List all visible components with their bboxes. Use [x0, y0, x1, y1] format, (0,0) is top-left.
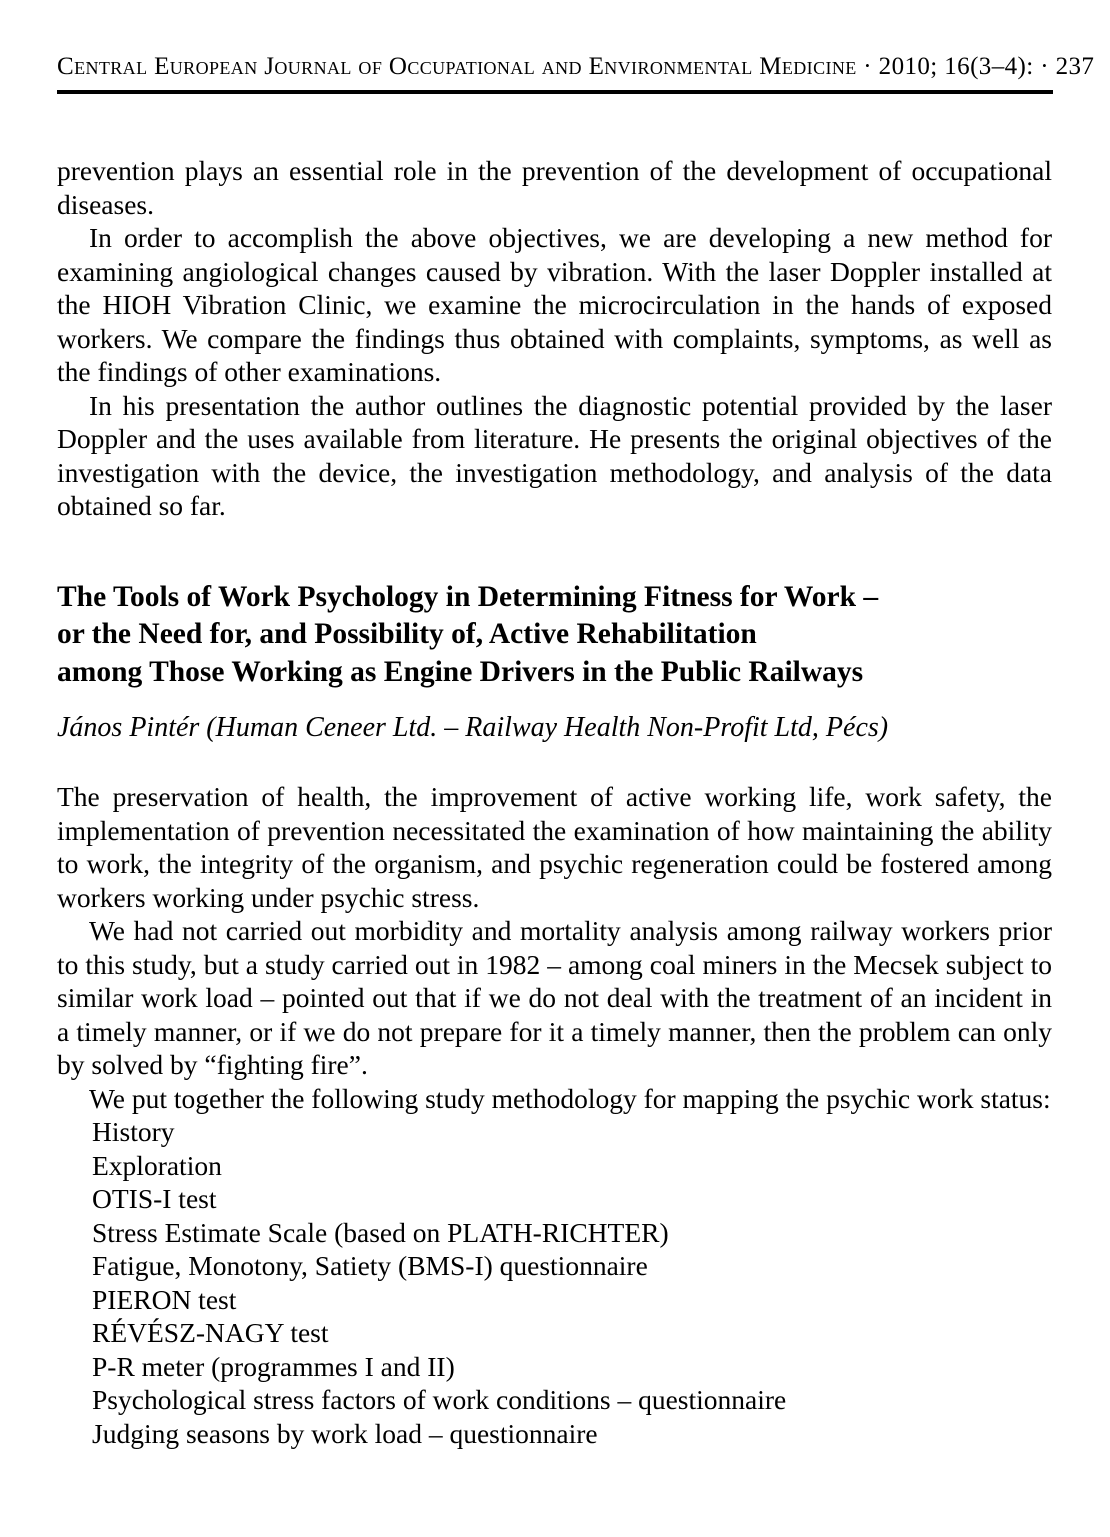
body-paragraph: We had not carried out morbidity and mortality analysis among railway workers prior to this study, but a study carried out in 1982 – among coal miners in the Mecsek subject to similar work load – pointed out that if we do not deal with the treatment of an incident in a timely manner, or if we do not prepare for it a timely manner, then the problem can only by solved by “fighting fire”. [57, 915, 1052, 1081]
methodology-item: PIERON test [92, 1283, 237, 1315]
methodology-item: Fatigue, Monotony, Satiety (BMS-I) questionnaire [92, 1250, 648, 1282]
abstract-paragraph: In order to accomplish the above objectives, we are developing a new method for examining angiological changes caused by vibration. With the laser Doppler installed at the HIOH Vibration Clinic, we examine the microcirculation in the hands of exposed workers. We compare the findings thus obtained with complaints, symptoms, as well as the findings of other examinations. [57, 222, 1052, 387]
article-title-line: or the Need for, and Possibility of, Active Rehabilitation [57, 618, 757, 650]
methodology-item: RÉVÉSZ-NAGY test [92, 1317, 329, 1349]
methodology-item: Stress Estimate Scale (based on PLATH-RICHTER) [92, 1216, 669, 1248]
abstract-continuation [57, 154, 1052, 523]
body-paragraph: The preservation of health, the improvement of active working life, work safety, the implementation of prevention necessitated the examination of how maintaining the ability to work, the integrity of the organism, and psychic regeneration could be fostered among workers working under psychic stress. [57, 781, 1052, 913]
article-title [57, 579, 1052, 692]
methodology-item: Judging seasons by work load – questionnaire [92, 1417, 598, 1449]
journal-title-line: Central European Journal of Occupational and Environmental Medicine · 2010; 16(3–4): · 237 [57, 53, 1095, 80]
methodology-item: OTIS-I test [92, 1183, 217, 1215]
abstract-paragraph: In his presentation the author outlines the diagnostic potential provided by the laser Doppler and the uses available from literature. He presents the original objectives of the investigation with the device, the investigation methodology, and analysis of the data obtained so far. [57, 389, 1052, 521]
methodology-item: Exploration [92, 1149, 222, 1181]
methodology-list [57, 1115, 1052, 1450]
article-title-line: among Those Working as Engine Drivers in the Public Railways [57, 655, 864, 688]
methodology-item: P-R meter (programmes I and II) [92, 1350, 455, 1382]
methodology-item: Psychological stress factors of work conditions – questionnaire [92, 1384, 787, 1416]
abstract-paragraph: prevention plays an essential role in the prevention of the development of occupational diseases. [57, 155, 1052, 220]
header-rule [57, 90, 1053, 94]
article-section [57, 579, 1052, 1451]
page-content [57, 154, 1052, 1450]
article-title-line: The Tools of Work Psychology in Determining Fitness for Work – [57, 580, 879, 613]
page-header [57, 0, 1095, 94]
article-body [57, 780, 1052, 1450]
article-author-line: János Pintér (Human Ceneer Ltd. – Railway Health Non-Profit Ltd, Pécs) [57, 711, 889, 743]
methodology-item: History [92, 1116, 175, 1148]
body-paragraph: We put together the following study methodology for mapping the psychic work status: [89, 1082, 1051, 1114]
